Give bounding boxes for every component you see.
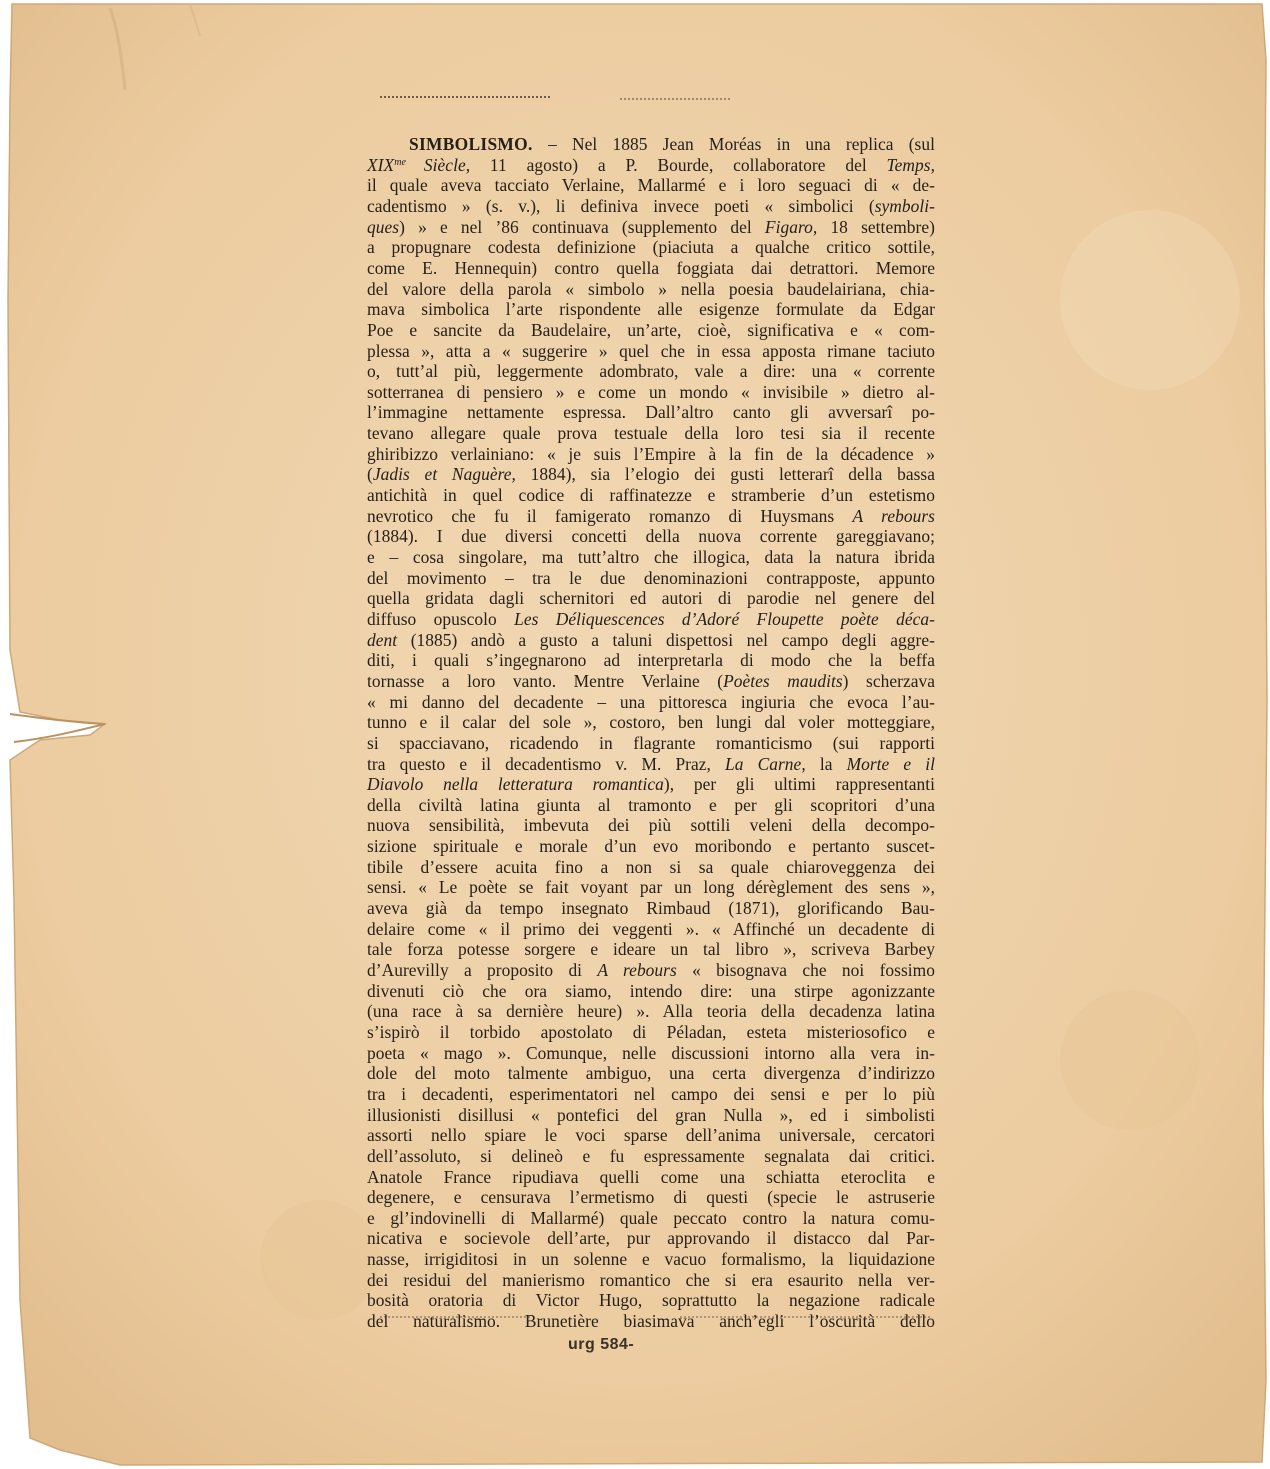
- text-segment: ), per gli ultimi rappresentanti: [663, 774, 936, 795]
- text-line: [367, 1125, 935, 1147]
- text-line: [367, 444, 935, 466]
- text-segment: e gl’indovinelli di Mallarmé) quale peccato contro la natura comu-: [367, 1207, 935, 1228]
- text-line: [367, 237, 935, 259]
- text-segment: ghiribizzo verlainiano: « je suis l’Empire à la fin de la décadence »: [367, 443, 935, 464]
- text-line: [367, 485, 935, 507]
- text-segment: ques: [367, 216, 400, 237]
- text-segment: Figaro,: [764, 216, 818, 237]
- text-line: [367, 630, 935, 652]
- text-line: [367, 795, 935, 817]
- text-segment: nuova sensibilità, imbevuta dei più sottili veleni della decompo-: [367, 815, 935, 836]
- text-segment: nicativa e socievole dell’arte, pur approvando il distacco dal Par-: [367, 1228, 935, 1249]
- article-heading: SIMBOLISMO.: [409, 134, 549, 154]
- text-line: [367, 1105, 935, 1127]
- text-segment: tornasse a loro vanto. Mentre Verlaine (: [367, 670, 724, 691]
- text-segment: divenuti ciò che ora siamo, intendo dire: una stirpe agonizzante: [367, 980, 935, 1001]
- text-line: [367, 279, 935, 301]
- text-segment: Temps,: [886, 154, 935, 175]
- text-line: [367, 1270, 935, 1292]
- text-segment: o, tutt’al più, leggermente adombrato, vale a dire: una « corrente: [367, 361, 935, 382]
- text-line: [367, 526, 935, 548]
- text-line: [367, 1208, 935, 1230]
- text-line: [367, 1228, 935, 1250]
- text-line: [367, 836, 935, 858]
- text-line: [367, 877, 935, 899]
- text-segment: aveva già da tempo insegnato Rimbaud (1871), glorificando Bau-: [367, 898, 935, 919]
- text-segment: la: [805, 753, 847, 774]
- text-line: [367, 960, 935, 982]
- text-line: [367, 134, 935, 156]
- text-line: [367, 588, 935, 610]
- text-segment: ) » e nel ’86 continuava (supplemento del: [399, 216, 765, 237]
- text-segment: diffuso opuscolo: [367, 608, 515, 629]
- text-line: [367, 815, 935, 837]
- text-segment: del naturalismo. Brunetière biasimava anch’egli l’oscurità dello: [367, 1311, 935, 1332]
- text-segment: delaire come « il primo dei veggenti ». « Affinché un decadente di: [367, 918, 935, 939]
- text-line: [367, 341, 935, 363]
- text-line: [367, 217, 935, 239]
- text-segment: (1884). I due diversi concetti della nuova corrente gareggiavano;: [367, 526, 935, 547]
- text-segment: e – cosa singolare, ma tutt’altro che illogica, data la natura ibrida: [367, 547, 935, 567]
- text-line: [367, 609, 935, 631]
- text-segment: « mi danno del decadente – una pittoresca ingiuria che evoca l’au-: [367, 691, 935, 712]
- text-segment: Siècle,: [423, 154, 471, 175]
- text-line: [367, 1290, 935, 1312]
- text-segment: degenere, e censurava l’ermetismo di questi (specie le astruserie: [367, 1187, 935, 1208]
- text-segment: 1884), sia l’elogio dei gusti letterarî della bassa: [515, 464, 935, 485]
- text-segment: 11 agosto) a P. Bourde, collaboratore del: [470, 154, 887, 175]
- text-line: [367, 692, 935, 714]
- text-segment: Diavolo nella letteratura romantica: [367, 774, 664, 795]
- text-segment: Les Déliquescences d’Adoré Floupette poète déca-: [514, 608, 935, 629]
- text-segment: tra questo e il decadentismo v. M. Praz,: [367, 753, 726, 774]
- text-line: [367, 547, 935, 569]
- text-line: [367, 650, 935, 672]
- text-segment: Anatole France ripudiava quelli come una schiatta eteroclita e: [367, 1166, 935, 1187]
- text-line: [367, 1311, 935, 1333]
- text-segment: dei residui del manierismo romantico che si era esaurito nella ver-: [367, 1269, 935, 1290]
- text-segment: La Carne,: [725, 753, 806, 774]
- text-segment: poeta « mago ». Comunque, nelle discussioni intorno alla vera in-: [367, 1042, 935, 1063]
- page-stamp: urg 584-: [568, 1336, 635, 1353]
- text-segment: A rebours: [597, 960, 677, 980]
- text-segment: si spacciavano, ricadendo in flagrante romanticismo (sui rapporti: [367, 732, 935, 753]
- text-line: [367, 155, 935, 177]
- text-segment: Poe e sancite da Baudelaire, un’arte, cioè, significativa e « com-: [367, 319, 935, 340]
- text-segment: bosità oratoria di Victor Hugo, soprattutto la negazione radicale: [367, 1290, 935, 1311]
- text-segment: illusionisti disillusi « pontefici del gran Nulla », ed i simbolisti: [367, 1104, 935, 1125]
- text-line: [367, 382, 935, 404]
- text-line: [367, 898, 935, 920]
- text-segment: (: [367, 464, 373, 485]
- text-segment: tunno e il calar del sole », costoro, ben lungi dal voler motteggiare,: [367, 712, 935, 733]
- text-segment: tale forza potesse sorgere e ideare un tal libro », scriveva Barbey: [367, 939, 935, 960]
- text-segment: tra i decadenti, esperimentatori nel campo dei sensi e per lo più: [367, 1083, 935, 1104]
- text-line: [367, 671, 935, 693]
- text-segment: dole del moto talmente ambiguo, una certa divergenza d’indirizzo: [367, 1063, 935, 1084]
- text-segment: antichità in quel codice di raffinatezze e stramberie d’un estetismo: [367, 485, 935, 506]
- text-segment: Morte e il: [846, 753, 936, 774]
- text-segment: mava simbolica l’arte rispondente alle esigenze formulate da Edgar: [367, 299, 935, 320]
- text-line: [367, 1167, 935, 1189]
- text-segment: sotterranea di pensiero » e come un mondo « invisibile » dietro al-: [367, 381, 935, 402]
- text-segment: tevano allegare quale prova testuale della loro tesi sia il recente: [367, 423, 935, 444]
- text-segment: plessa », atta a « suggerire » quel che in essa apposta rimane taciuto: [367, 340, 935, 361]
- text-line: [367, 568, 935, 590]
- text-segment: a propugnare codesta definizione (piaciuta a qualche critico sottile,: [367, 237, 935, 258]
- top-rule-right: [620, 98, 730, 102]
- text-segment: ) scherzava: [842, 670, 936, 691]
- text-line: [367, 919, 935, 941]
- text-line: [367, 196, 935, 218]
- text-line: [367, 299, 935, 321]
- text-segment: nevrotico che fu il famigerato romanzo di Huysmans: [367, 505, 853, 526]
- text-line: [367, 857, 935, 879]
- text-line: [367, 981, 935, 1003]
- text-line: [367, 774, 935, 796]
- text-segment: (una race à sa dernière heure) ». Alla teoria della decadenza latina: [367, 1001, 935, 1022]
- text-line: [367, 464, 935, 486]
- text-segment: (1885) andò a gusto a taluni dispettosi nel campo degli aggre-: [397, 629, 935, 650]
- text-segment: sensi. « Le poète se fait voyant par un long dérèglement des sens »,: [367, 877, 935, 898]
- text-segment: del movimento – tra le due denominazioni contrapposte, appunto: [367, 567, 935, 588]
- text-segment: l’immagine nettamente espressa. Dall’altro canto gli avversarî po-: [367, 402, 935, 423]
- text-line: [367, 1187, 935, 1209]
- text-line: [367, 1084, 935, 1106]
- text-segment: diti, i quali s’ingegnarono ad interpretarla di modo che la beffa: [367, 650, 935, 671]
- text-segment: A rebours: [852, 505, 935, 526]
- text-segment: s’ispirò il torbido apostolato di Péladan, esteta misteriosofico e: [367, 1021, 935, 1042]
- text-segment: tibile d’essere acuita fino a non si sa quale chiaroveggenza dei: [367, 856, 935, 877]
- text-line: [367, 361, 935, 383]
- text-line: [367, 733, 935, 755]
- text-line: [367, 1063, 935, 1085]
- text-segment: assorti nello spiare le voci sparse dell’anima universale, cercatori: [367, 1125, 935, 1146]
- text-line: [367, 423, 935, 445]
- text-line: [367, 712, 935, 734]
- text-segment: dell’assoluto, si delineò e fu espressamente segnalata dai critici.: [367, 1145, 935, 1166]
- text-segment: cadentismo » (s. v.), li definiva invece poeti « simbolici (: [367, 195, 875, 216]
- text-line: [367, 258, 935, 280]
- text-line: [367, 175, 935, 197]
- text-segment: della civiltà latina giunta al tramonto e per gli scopritori d’una: [367, 794, 935, 815]
- text-segment: nasse, irrigiditosi in un solenne e vacuo formalismo, la liquidazione: [367, 1249, 935, 1270]
- text-line: [367, 939, 935, 961]
- text-line: [367, 1001, 935, 1023]
- text-segment: – Nel 1885 Jean Moréas in una replica (sul: [548, 134, 935, 154]
- text-line: [367, 1022, 935, 1044]
- text-segment: XIX: [367, 154, 395, 175]
- text-segment: Poètes maudits: [723, 670, 843, 691]
- text-segment: symboli-: [874, 195, 935, 216]
- text-line: [367, 402, 935, 424]
- text-segment: 18 settembre): [817, 216, 935, 237]
- text-line: [367, 320, 935, 342]
- text-segment: dent: [367, 629, 398, 650]
- text-line: [367, 1249, 935, 1271]
- text-segment: Jadis et Naguère,: [372, 464, 516, 485]
- text-line: [367, 506, 935, 528]
- text-segment: del valore della parola « simbolo » nella poesia baudelairiana, chia-: [367, 278, 935, 299]
- text-segment: d’Aurevilly a proposito di: [367, 960, 598, 980]
- text-segment: me: [394, 156, 424, 168]
- top-rule: [380, 96, 550, 100]
- text-line: [367, 1146, 935, 1168]
- text-line: [367, 754, 935, 776]
- text-segment: come E. Hennequin) contro quella foggiata dai detrattori. Memore: [367, 257, 935, 278]
- text-segment: sizione spirituale e morale d’un evo moribondo e pertanto suscet-: [367, 836, 935, 857]
- text-segment: « bisognava che noi fossimo: [676, 960, 935, 980]
- text-segment: quella gridata dagli schernitori ed autori di parodie nel genere del: [367, 588, 935, 609]
- text-line: [367, 1043, 935, 1065]
- text-segment: il quale aveva tacciato Verlaine, Mallarmé e i loro seguaci di « de-: [367, 175, 935, 196]
